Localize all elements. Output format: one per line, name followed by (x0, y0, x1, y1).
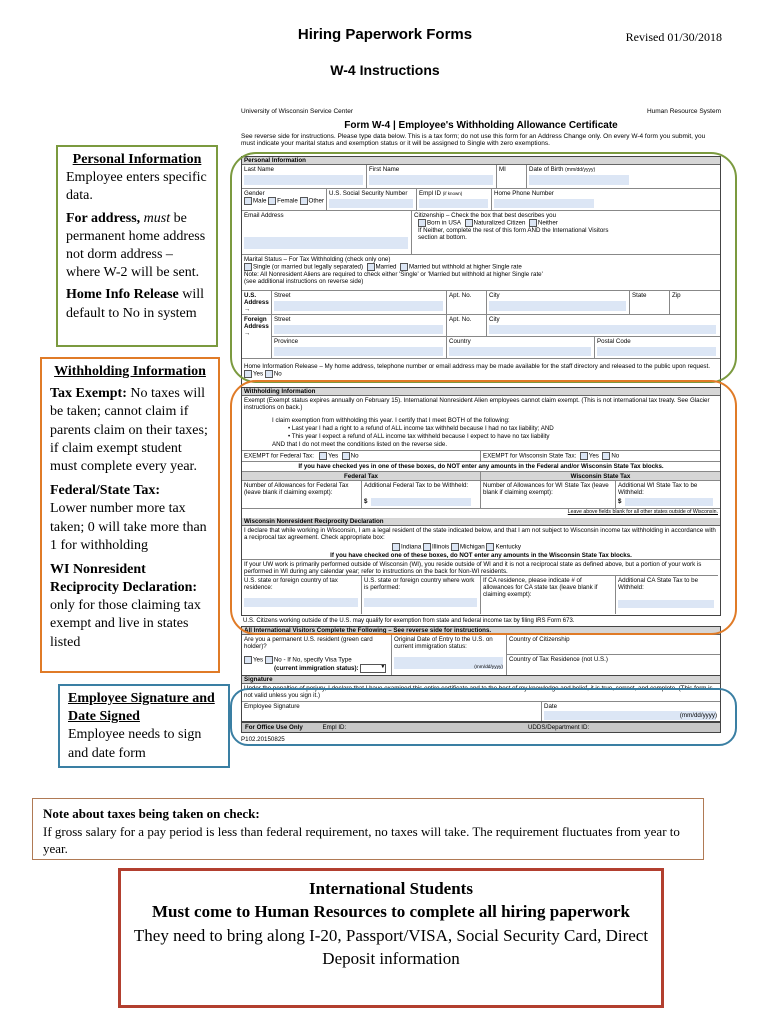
personal-callout-line1: Employee enters specific data. (66, 170, 207, 204)
perjury-text: Under the penalties of perjury, I declare that I have examined this entire certificate and to the best of my knowledge and belief, it is true, correct, and complete. (This form is not valid unless you sign it.) (244, 685, 713, 700)
country-citizenship-field[interactable] (507, 635, 720, 655)
us-city-label: City (489, 292, 500, 299)
perm-yes-label: Yes (253, 656, 264, 664)
fed-addl-label: Additional Federal Tax to be Withheld: (364, 482, 469, 489)
must-emphasis: must (143, 210, 171, 226)
fed-dollar: $ (364, 498, 368, 505)
permanent-resident-field (242, 635, 392, 675)
signature-callout (58, 684, 230, 768)
female-label: Female (277, 197, 298, 205)
home-info-label: Home Info Release (66, 287, 179, 303)
personal-callout-line3 (66, 286, 208, 322)
fed-state-text: Lower number more tax taken; 0 will take more than 1 for withholding (50, 501, 207, 553)
withholding-section-header: Withholding Information (242, 388, 720, 396)
mi-label: MI (499, 166, 506, 173)
revision-date: Revised 01/30/2018 (625, 30, 722, 44)
us-zip-label: Zip (672, 292, 681, 299)
intl-subtitle: Must come to Human Resources to complete all hiring paperwork (152, 902, 630, 922)
us-street-label: Street (274, 292, 291, 299)
neither-label: Neither (537, 219, 558, 227)
home-info-text: will default to No in system (66, 287, 205, 321)
born-usa-label: Born in USA (427, 219, 462, 227)
international-students-box (118, 868, 664, 1008)
married-label: Married (375, 263, 397, 271)
entry-label: Original Date of Entry to the U.S. on current immigration status: (394, 636, 493, 651)
claim-bullet-1: • Last year I had a right to a refund of ALL income tax withheld because I had no tax liability; AND (288, 425, 554, 432)
wi-addl-label: Additional WI State Tax to be Withheld: (618, 482, 698, 497)
personal-highlight-ring (230, 152, 737, 383)
form-code: P102.20150825 (241, 736, 285, 743)
reciprocity-label: WI Nonresident Reciprocity Declaration: (50, 561, 198, 596)
intl-title: International Students (309, 879, 473, 898)
state-work-label: U.S. state or foreign country where work is performed: (364, 577, 475, 592)
address-label: For address, (66, 210, 141, 226)
uw-work-text: If your UW work is primarily performed outside of Wisconsin (WI), you reside outside of WI and it is not a reciprocal state as defined above, but a portion of your work is performed in WI during any calendar year; refer to instructions on the back for Non-WI residents. (244, 561, 718, 576)
exempt-fed-label: EXEMPT for Federal Tax: (244, 452, 314, 460)
sig-date-label: Date (544, 703, 558, 710)
perm-no-checkbox[interactable] (265, 656, 273, 664)
naturalized-label: Naturalized Citizen (473, 219, 526, 227)
personal-callout-line2 (66, 210, 208, 283)
claim-bullet-2: • This year I expect a refund of ALL income tax withheld because I expect to have no tax liability (288, 433, 550, 440)
signature-callout-body: Employee needs to sign and date form (68, 727, 202, 761)
reciprocity-text: I declare that while working in Wisconsin, I am a legal resident of the state indicated below, and that I am not subject to Wisconsin income tax withholding in accordance with a reciprocal tax agreement. Check appropriate box: (244, 527, 716, 542)
exempt-wi-yes-label: Yes (588, 452, 599, 460)
signature-header: Signature (242, 676, 720, 684)
release-no-label: No (273, 370, 282, 378)
perm-yes-checkbox[interactable] (244, 656, 252, 664)
tax-note-box (32, 798, 704, 860)
entry-date-field[interactable] (392, 635, 507, 675)
form-org-line (241, 108, 721, 115)
indiana-label: Indiana (401, 543, 422, 551)
male-label: Male (253, 197, 267, 205)
visa-type-select[interactable]: ▼ (360, 664, 386, 673)
sig-date-format: (mm/dd/yyyy) (679, 712, 717, 719)
reciprocity-header: Wisconsin Nonresident Reciprocity Declaration (242, 518, 720, 526)
foreign-street-label: Street (274, 316, 291, 323)
other-label: Other (308, 197, 325, 205)
page-title: Hiring Paperwork Forms (297, 26, 473, 43)
form-subline: See reverse side for instructions. Please type data below. This is a tax form; do not use this form for an Address Change only. On every W-4 form you submit, you must indicate your marital status and exemption status or it will be assigned to Single with zero exemptions. (241, 133, 706, 148)
exempt-wi-label: EXEMPT for Wisconsin State Tax: (483, 452, 577, 460)
addl-state-label: Additional CA State Tax to be Withheld: (618, 577, 699, 592)
foreign-apt-label: Apt. No. (449, 316, 472, 323)
claim-bullet-1-text: Last year I had a right to a refund of ALL income tax withheld because I had no tax liability; AND (291, 425, 554, 432)
form-title: Form W-4 | Employee's Withholding Allowance Certificate (344, 120, 618, 131)
michigan-label: Michigan (459, 543, 485, 551)
reciprocity-note (50, 561, 210, 652)
tax-exempt-label: Tax Exempt: (50, 386, 127, 402)
personal-callout-heading: Personal Information (72, 152, 202, 167)
leave-blank-note: Leave above fields blank for all other states outside of Wisconsin. (567, 509, 718, 515)
wi-allow-label: Number of Allowances for WI State Tax (leave blank if claiming exempt): (483, 482, 609, 497)
intl-body: They need to bring along I-20, Passport/VISA, Social Security Card, Direct Deposit information (133, 925, 649, 969)
marital-note: Note: All Nonresident Aliens are required to check either 'Single' or 'Married but withhold at higher Single rate' (see additional instructions on reverse side) (244, 271, 543, 286)
foreign-address-label: Foreign Address → (242, 315, 272, 359)
release-text: Home Information Release – My home address, telephone number or email address may be made available for the staff directory and released to the public upon request. (244, 363, 710, 370)
signature-highlight-ring (230, 688, 737, 746)
us-state-label: State (632, 292, 647, 299)
exempt-fed-no-label: No (350, 452, 359, 460)
withholding-callout (40, 357, 220, 673)
neither-note: If Neither, complete the rest of this form AND the International Visitors section at bottom. (418, 227, 609, 242)
tax-note-heading: Note about taxes being taken on check: (43, 806, 260, 821)
citizens-abroad-note: U.S. Citizens working outside of the U.S. may qualify for exemption from state and federal income tax by filing IRS Form 673. (243, 618, 575, 624)
perm-label: Are you a permanent U.S. resident (green card holder)? (244, 636, 373, 651)
province-label: Province (274, 338, 299, 345)
federal-tax-header: Federal Tax (242, 472, 481, 481)
postal-code-label: Postal Code (597, 338, 631, 345)
personal-section-header: Personal Information (242, 157, 720, 165)
ca-res-label: If CA residence, please indicate # of allowances for CA state tax (leave blank if claiming exempt): (483, 577, 598, 599)
withholding-highlight-ring (230, 380, 737, 635)
reciprocity-note-text: only for those claiming tax exempt and live in states listed (50, 598, 201, 650)
emp-sig-label: Employee Signature (244, 703, 300, 710)
country-tax-label: Country of Tax Residence (not U.S.) (509, 656, 608, 663)
us-apt-label: Apt. No. (449, 292, 472, 299)
first-name-label: First Name (369, 166, 400, 173)
illinois-label: Illinois (432, 543, 450, 551)
tax-note-body: If gross salary for a pay period is less than federal requirement, no taxes will take. The requirement fluctuates from year to year. (43, 823, 680, 857)
exempt-wi-no-label: No (611, 452, 620, 460)
exempt-fed-yes-label: Yes (328, 452, 339, 460)
country-label: Country (449, 338, 471, 345)
entry-format: (mm/dd/yyyy) (474, 665, 503, 670)
office-use-label: For Office Use Only (245, 724, 303, 731)
fed-state-label: Federal/State Tax: (50, 483, 161, 499)
office-empl-id: Empl ID: (322, 724, 347, 731)
and-line: AND that I do not meet the conditions listed on the reverse side. (272, 441, 448, 448)
release-yes-label: Yes (253, 370, 264, 378)
personal-callout (56, 145, 218, 347)
country-tax-field[interactable] (507, 655, 720, 675)
citizenship-label: Citizenship – Check the box that best describes you (414, 212, 557, 219)
us-address-label: U.S. Address → (242, 291, 272, 315)
last-name-label: Last Name (244, 166, 274, 173)
tax-exempt-note (50, 385, 210, 476)
withholding-callout-heading: Withholding Information (54, 364, 206, 379)
claim-bullet-2-text: This year I expect a refund of ALL income tax withheld because I expect to have no tax liability (291, 433, 550, 440)
home-phone-label: Home Phone Number (494, 190, 554, 197)
state-res-label: U.S. state or foreign country of tax residence: (244, 577, 338, 592)
exempt-line: Exempt (Exempt status expires annually on February 15). International Nonresident Alien employees cannot claim exempt. (This is not international tax treaty. See Glacier instructions on back.) (244, 397, 710, 412)
reciprocity-warning: If you have checked one of these boxes, do NOT enter any amounts in the Wisconsin State Tax blocks. (242, 552, 720, 560)
wi-dollar: $ (618, 498, 622, 505)
address-text: be permanent home address not dorm address – where W-2 will be sent. (66, 210, 206, 281)
marital-label: Marital Status – For Tax Withholding (check only one) (244, 256, 391, 263)
wi-tax-header: Wisconsin State Tax (481, 472, 720, 481)
exempt-warning: If you have checked yes in one of these boxes, do NOT enter any amounts in the Federal and/or Wisconsin State Tax blocks. (242, 462, 720, 472)
fed-state-note (50, 482, 210, 555)
empl-id-note: (if known) (442, 191, 463, 196)
office-udds: UDDS/Department ID: (527, 724, 590, 731)
org-right: Human Resource System (646, 108, 721, 115)
foreign-city-label: City (489, 316, 500, 323)
email-label: Email Address (244, 212, 284, 219)
org-left: University of Wisconsin Service Center (241, 108, 353, 115)
dob-label: Date of Birth (529, 166, 564, 173)
single-label: Single (or married but legally separated) (253, 263, 364, 271)
married-single-label: Married but withhold at higher Single rate (408, 263, 522, 271)
perm-no-label: No - If No, specify Visa Type (273, 656, 352, 664)
fed-allow-label: Number of Allowances for Federal Tax (leave blank if claiming exempt): (244, 482, 349, 497)
ssn-label: U.S. Social Security Number (329, 190, 408, 197)
signature-callout-heading: Employee Signature and Date Signed (68, 691, 215, 725)
page-subtitle: W-4 Instructions (330, 62, 440, 78)
dob-format: (mm/dd/yyyy) (565, 167, 596, 173)
kentucky-label: Kentucky (495, 543, 521, 551)
gender-label: Gender (244, 190, 265, 197)
current-status-label: (current immigration status): (274, 665, 359, 673)
claim-line: I claim exemption from withholding this year. I certify that I meet BOTH of the following: (272, 417, 510, 424)
tax-exempt-text: No taxes will be taken; cannot claim if parents claim on their taxes; if claim exempt student must complete every year. (50, 386, 208, 474)
empl-id-label: Empl ID (419, 190, 442, 197)
country-cit-label: Country of Citizenship (509, 636, 570, 643)
intl-visitors-header: All International Visitors Complete the Following – See reverse side for instructions. (242, 627, 720, 635)
